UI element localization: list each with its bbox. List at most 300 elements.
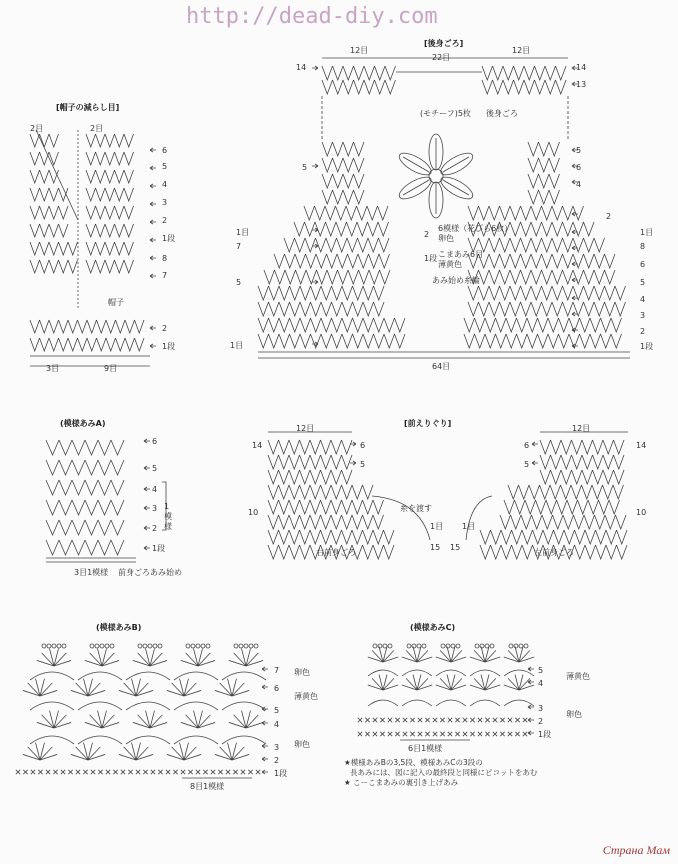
chain-v-stitch bbox=[354, 158, 365, 172]
chain-v-stitch bbox=[300, 515, 311, 529]
picot bbox=[100, 644, 104, 648]
back-right-row: 3 bbox=[640, 311, 646, 320]
chain-v-stitch bbox=[300, 530, 311, 544]
chain-v-stitch bbox=[354, 190, 365, 204]
chain-v-stitch bbox=[538, 318, 549, 332]
chain-v-stitch bbox=[49, 170, 59, 183]
back-top-count-right: 12目 bbox=[512, 46, 531, 55]
chain-v-stitch bbox=[479, 270, 490, 284]
picot bbox=[441, 644, 445, 648]
chain-v-stitch bbox=[395, 318, 406, 332]
chain-v-stitch bbox=[354, 142, 365, 156]
chain-v-stitch bbox=[603, 485, 614, 499]
row-arrow bbox=[150, 166, 156, 170]
chain-arch bbox=[402, 700, 432, 706]
picot bbox=[417, 644, 421, 648]
chain-v-stitch bbox=[321, 485, 332, 499]
chain-v-stitch bbox=[549, 190, 560, 204]
single-crochet-x bbox=[395, 718, 399, 722]
legend-line-5: あみ始め糸輪 bbox=[432, 276, 480, 285]
hat-band-row: 2 bbox=[162, 324, 168, 333]
chain-v-stitch bbox=[300, 440, 311, 454]
single-crochet-x bbox=[455, 718, 459, 722]
row-arrow bbox=[144, 487, 150, 491]
picot bbox=[158, 644, 162, 648]
chain-v-stitch bbox=[342, 318, 353, 332]
chain-v-stitch bbox=[532, 515, 543, 529]
row-arrow bbox=[150, 220, 156, 224]
front-right-row: 14 bbox=[636, 441, 647, 450]
chain-v-stitch bbox=[603, 455, 614, 469]
picot bbox=[475, 644, 479, 648]
single-crochet-x bbox=[515, 718, 519, 722]
front-right-row: 6 bbox=[524, 441, 530, 450]
chain-v-stitch bbox=[563, 270, 574, 284]
chain-v-stitch bbox=[489, 238, 500, 252]
chain-v-stitch bbox=[125, 338, 135, 351]
pattern-b-row: 5 bbox=[274, 706, 280, 715]
chain-v-stitch bbox=[601, 334, 612, 348]
chain-v-stitch bbox=[501, 545, 512, 559]
chain-v-stitch bbox=[336, 222, 347, 236]
chain-v-stitch bbox=[368, 222, 379, 236]
chain-v-stitch bbox=[86, 224, 96, 237]
single-crochet-x bbox=[403, 732, 407, 736]
chain-v-stitch bbox=[124, 224, 134, 237]
chain-v-stitch bbox=[124, 170, 134, 183]
pattern-b-row: 6 bbox=[274, 684, 280, 693]
picot bbox=[407, 644, 411, 648]
single-crochet-x bbox=[203, 770, 207, 774]
chain-v-stitch bbox=[115, 260, 125, 273]
chain-v-stitch bbox=[545, 80, 556, 94]
single-crochet-x bbox=[395, 732, 399, 736]
chain-v-stitch bbox=[342, 485, 353, 499]
chain-v-stitch bbox=[503, 80, 514, 94]
hat-title: [帽子の減らし目] bbox=[56, 103, 120, 112]
chain-v-stitch bbox=[475, 318, 486, 332]
chain-v-stitch bbox=[347, 238, 358, 252]
back-left-row: 1目 bbox=[236, 228, 250, 237]
front-neck-chart bbox=[268, 432, 628, 559]
chain-v-stitch bbox=[501, 530, 512, 544]
pattern-a-row: 1段 bbox=[152, 544, 166, 553]
chain-v-stitch bbox=[332, 286, 343, 300]
chain-v-stitch bbox=[512, 545, 523, 559]
chain-v-stitch bbox=[49, 134, 59, 147]
chain-v-stitch bbox=[59, 224, 69, 237]
chain-v-stitch bbox=[580, 334, 591, 348]
single-crochet-x bbox=[256, 770, 260, 774]
picot bbox=[62, 644, 66, 648]
chain-v-stitch bbox=[374, 286, 385, 300]
row-arrow bbox=[312, 164, 318, 168]
chain-v-stitch bbox=[563, 515, 574, 529]
chain-v-stitch bbox=[482, 80, 493, 94]
hat-row: 2 bbox=[162, 216, 168, 225]
chain-v-stitch bbox=[310, 455, 321, 469]
chain-v-stitch bbox=[384, 334, 395, 348]
chain-v-stitch bbox=[596, 530, 607, 544]
hat-row: 5 bbox=[162, 162, 168, 171]
chain-v-stitch bbox=[59, 188, 69, 201]
chain-v-stitch bbox=[342, 286, 353, 300]
chain-v-stitch bbox=[59, 206, 69, 219]
pattern-c-bottom: 6目1模様 bbox=[408, 744, 443, 753]
single-crochet-x bbox=[470, 732, 474, 736]
chain-v-stitch bbox=[475, 334, 486, 348]
chain-v-stitch bbox=[611, 334, 622, 348]
chain-v-stitch bbox=[96, 170, 106, 183]
flower-motif bbox=[396, 134, 476, 218]
chain-v-stitch bbox=[540, 440, 551, 454]
chain-v-stitch bbox=[528, 158, 539, 172]
chain-v-stitch bbox=[533, 530, 544, 544]
chain-arch bbox=[222, 702, 266, 710]
chain-v-stitch bbox=[552, 254, 563, 268]
single-crochet-x bbox=[493, 732, 497, 736]
chain-v-stitch bbox=[124, 134, 134, 147]
chain-v-stitch bbox=[595, 515, 606, 529]
single-crochet-x bbox=[403, 718, 407, 722]
row-arrow bbox=[262, 721, 268, 725]
chain-v-stitch bbox=[596, 545, 607, 559]
row-arrow bbox=[144, 439, 150, 443]
chain-v-stitch bbox=[268, 485, 279, 499]
chain-v-stitch bbox=[268, 440, 279, 454]
chain-v-stitch bbox=[594, 286, 605, 300]
chain-v-stitch bbox=[30, 206, 40, 219]
chain-v-stitch bbox=[540, 455, 551, 469]
chain-v-stitch bbox=[363, 500, 374, 514]
chain-v-stitch bbox=[521, 302, 532, 316]
single-crochet-x bbox=[373, 732, 377, 736]
chain-v-stitch bbox=[578, 500, 589, 514]
chain-v-stitch bbox=[593, 470, 604, 484]
chain-v-stitch bbox=[585, 530, 596, 544]
chain-v-stitch bbox=[367, 206, 378, 220]
chain-v-stitch bbox=[300, 302, 311, 316]
chain-v-stitch bbox=[30, 170, 40, 183]
chain-v-stitch bbox=[268, 530, 279, 544]
chain-arch bbox=[470, 670, 500, 676]
single-crochet-x bbox=[358, 718, 362, 722]
chain-v-stitch bbox=[539, 158, 550, 172]
chain-v-stitch bbox=[327, 254, 338, 268]
chain-v-stitch bbox=[549, 174, 560, 188]
picot bbox=[186, 644, 190, 648]
picot bbox=[206, 644, 210, 648]
chain-v-stitch bbox=[496, 318, 507, 332]
chain-v-stitch bbox=[96, 224, 106, 237]
pattern-a-bottom-note: 前身ごろあみ始め bbox=[118, 568, 182, 577]
chain-v-stitch bbox=[363, 318, 374, 332]
chain-v-stitch bbox=[40, 206, 50, 219]
chain-v-stitch bbox=[521, 238, 532, 252]
single-crochet-x bbox=[433, 732, 437, 736]
row-arrow bbox=[262, 744, 268, 748]
chain-v-stitch bbox=[611, 318, 622, 332]
single-crochet-x bbox=[68, 770, 72, 774]
chain-v-stitch bbox=[584, 254, 595, 268]
chain-v-stitch bbox=[59, 500, 72, 515]
chain-v-stitch bbox=[357, 206, 368, 220]
chain-v-stitch bbox=[321, 455, 332, 469]
pattern-c-row: 2 bbox=[538, 717, 544, 726]
chain-v-stitch bbox=[49, 152, 59, 165]
single-crochet-x bbox=[196, 770, 200, 774]
chain-v-stitch bbox=[338, 270, 349, 284]
chain-v-stitch bbox=[496, 334, 507, 348]
chain-v-stitch bbox=[528, 174, 539, 188]
chain-v-stitch bbox=[124, 188, 134, 201]
chain-v-stitch bbox=[49, 260, 59, 273]
chain-v-stitch bbox=[96, 260, 106, 273]
hat-row: 7 bbox=[162, 271, 168, 280]
chain-v-stitch bbox=[540, 470, 551, 484]
chain-v-stitch bbox=[524, 80, 535, 94]
chain-v-stitch bbox=[279, 286, 290, 300]
chain-v-stitch bbox=[72, 500, 85, 515]
chain-v-stitch bbox=[375, 66, 386, 80]
chain-v-stitch bbox=[284, 238, 295, 252]
front-cut-label: 糸を渡す bbox=[400, 504, 432, 513]
chain-v-stitch bbox=[111, 460, 124, 475]
picot bbox=[201, 644, 205, 648]
single-crochet-x bbox=[166, 770, 170, 774]
single-crochet-x bbox=[485, 718, 489, 722]
chain-v-stitch bbox=[548, 334, 559, 348]
chain-v-stitch bbox=[279, 318, 290, 332]
chain-v-stitch bbox=[105, 206, 115, 219]
chain-v-stitch bbox=[332, 318, 343, 332]
chain-v-stitch bbox=[337, 238, 348, 252]
chain-v-stitch bbox=[321, 470, 332, 484]
chain-v-stitch bbox=[363, 302, 374, 316]
chain-v-stitch bbox=[289, 485, 300, 499]
chain-v-stitch bbox=[325, 206, 336, 220]
chain-v-stitch bbox=[605, 515, 616, 529]
front-left-row: 6 bbox=[360, 441, 366, 450]
chain-v-stitch bbox=[552, 206, 563, 220]
chain-v-stitch bbox=[531, 206, 542, 220]
chain-arch bbox=[470, 700, 500, 706]
back-right-row: 4 bbox=[640, 295, 646, 304]
chain-arch bbox=[126, 702, 170, 710]
chain-v-stitch bbox=[96, 242, 106, 255]
chain-v-stitch bbox=[279, 545, 290, 559]
chain-v-stitch bbox=[510, 238, 521, 252]
chain-v-stitch bbox=[493, 66, 504, 80]
chain-v-stitch bbox=[72, 540, 85, 555]
chain-v-stitch bbox=[98, 520, 111, 535]
back-right-row: 2 bbox=[640, 327, 646, 336]
chain-v-stitch bbox=[542, 238, 553, 252]
single-crochet-x bbox=[380, 718, 384, 722]
row-arrow bbox=[312, 66, 318, 70]
single-crochet-x bbox=[38, 770, 42, 774]
front-left-top: 12目 bbox=[296, 424, 315, 433]
chain-v-stitch bbox=[46, 500, 59, 515]
single-crochet-x bbox=[455, 732, 459, 736]
chain-arch bbox=[126, 672, 170, 680]
chain-v-stitch bbox=[468, 206, 479, 220]
single-crochet-x bbox=[523, 732, 527, 736]
chain-v-stitch bbox=[289, 545, 300, 559]
chain-v-stitch bbox=[540, 485, 551, 499]
single-crochet-x bbox=[418, 718, 422, 722]
picot bbox=[42, 644, 46, 648]
picot bbox=[138, 644, 142, 648]
chain-v-stitch bbox=[489, 270, 500, 284]
back-right-row: 13 bbox=[576, 80, 587, 89]
chain-v-stitch bbox=[521, 515, 532, 529]
chain-v-stitch bbox=[72, 460, 85, 475]
chain-v-stitch bbox=[296, 270, 307, 284]
single-crochet-x bbox=[388, 732, 392, 736]
chain-v-stitch bbox=[86, 206, 96, 219]
chain-v-stitch bbox=[342, 334, 353, 348]
chain-v-stitch bbox=[40, 224, 50, 237]
chain-v-stitch bbox=[524, 66, 535, 80]
legend-line-1: 6模様（花びら6枚） bbox=[438, 224, 513, 233]
chain-v-stitch bbox=[30, 260, 40, 273]
single-crochet-x bbox=[16, 770, 20, 774]
chain-v-stitch bbox=[395, 334, 406, 348]
single-crochet-x bbox=[365, 718, 369, 722]
front-right-row: 1目 bbox=[462, 522, 476, 531]
chain-v-stitch bbox=[521, 206, 532, 220]
picot bbox=[143, 644, 147, 648]
chain-v-stitch bbox=[528, 142, 539, 156]
chain-v-stitch bbox=[115, 224, 125, 237]
chain-v-stitch bbox=[105, 260, 115, 273]
chain-v-stitch bbox=[375, 80, 386, 94]
chain-v-stitch bbox=[49, 206, 59, 219]
chain-v-stitch bbox=[49, 338, 59, 351]
chain-v-stitch bbox=[545, 66, 556, 80]
single-crochet-x bbox=[470, 718, 474, 722]
chain-v-stitch bbox=[46, 480, 59, 495]
chain-v-stitch bbox=[333, 66, 344, 80]
chain-v-stitch bbox=[517, 334, 528, 348]
chain-v-stitch bbox=[310, 515, 321, 529]
hat-bottom-count: 9目 bbox=[104, 364, 118, 373]
single-crochet-x bbox=[463, 732, 467, 736]
back-right-row: 1目 bbox=[640, 228, 654, 237]
chain-v-stitch bbox=[542, 222, 553, 236]
chain-v-stitch bbox=[584, 222, 595, 236]
chain-v-stitch bbox=[300, 500, 311, 514]
chain-v-stitch bbox=[522, 530, 533, 544]
picot bbox=[412, 644, 416, 648]
back-right-row: 6 bbox=[576, 163, 582, 172]
motif-label: (モチーフ)5枚 bbox=[420, 109, 471, 118]
chain-v-stitch bbox=[552, 222, 563, 236]
chain-v-stitch bbox=[479, 302, 490, 316]
chain-v-stitch bbox=[379, 238, 390, 252]
chain-v-stitch bbox=[279, 302, 290, 316]
chain-v-stitch bbox=[482, 66, 493, 80]
hat-right-top: 2目 bbox=[90, 124, 104, 133]
chain-v-stitch bbox=[572, 455, 583, 469]
chain-v-stitch bbox=[115, 188, 125, 201]
picot bbox=[90, 644, 94, 648]
chain-v-stitch bbox=[546, 500, 557, 514]
chain-v-stitch bbox=[594, 238, 605, 252]
chain-v-stitch bbox=[124, 260, 134, 273]
pattern-c-color: 薄黄色 bbox=[566, 672, 590, 681]
chain-v-stitch bbox=[332, 302, 343, 316]
chain-v-stitch bbox=[512, 530, 523, 544]
hat-row: 4 bbox=[162, 180, 168, 189]
chain-v-stitch bbox=[300, 318, 311, 332]
chain-arch bbox=[222, 736, 266, 744]
chain-arch bbox=[368, 670, 398, 676]
chain-v-stitch bbox=[585, 545, 596, 559]
chain-v-stitch bbox=[111, 500, 124, 515]
chain-v-stitch bbox=[333, 142, 344, 156]
chain-v-stitch bbox=[96, 206, 106, 219]
chain-v-stitch bbox=[571, 485, 582, 499]
picot bbox=[509, 644, 513, 648]
row-arrow bbox=[572, 212, 578, 216]
chain-v-stitch bbox=[354, 174, 365, 188]
picot bbox=[95, 644, 99, 648]
front-left-row: 5 bbox=[360, 460, 366, 469]
pattern-c-title: (模様あみC) bbox=[410, 623, 456, 632]
chain-v-stitch bbox=[353, 318, 364, 332]
chain-v-stitch bbox=[111, 520, 124, 535]
picot bbox=[373, 644, 377, 648]
chain-v-stitch bbox=[30, 338, 40, 351]
chain-v-stitch bbox=[331, 500, 342, 514]
chain-arch bbox=[78, 672, 122, 680]
chain-v-stitch bbox=[342, 470, 353, 484]
chain-v-stitch bbox=[561, 455, 572, 469]
chain-v-stitch bbox=[86, 260, 96, 273]
pattern-c-row: 5 bbox=[538, 666, 544, 675]
chain-v-stitch bbox=[72, 480, 85, 495]
single-crochet-x bbox=[31, 770, 35, 774]
back-right-row: 6 bbox=[640, 260, 646, 269]
single-crochet-x bbox=[91, 770, 95, 774]
row-arrow bbox=[532, 442, 538, 446]
chain-v-stitch bbox=[603, 440, 614, 454]
chain-v-stitch bbox=[289, 530, 300, 544]
chain-v-stitch bbox=[46, 540, 59, 555]
chain-v-stitch bbox=[479, 206, 490, 220]
chain-v-stitch bbox=[85, 520, 98, 535]
single-crochet-x bbox=[463, 718, 467, 722]
chain-v-stitch bbox=[321, 515, 332, 529]
chain-v-stitch bbox=[279, 530, 290, 544]
picot bbox=[514, 644, 518, 648]
pattern-b-row: 2 bbox=[274, 756, 280, 765]
chain-v-stitch bbox=[321, 440, 332, 454]
front-left-name: 右前身ごろ bbox=[316, 548, 356, 557]
chain-v-stitch bbox=[500, 302, 511, 316]
front-right-row: 5 bbox=[524, 460, 530, 469]
pattern-a-row: 6 bbox=[152, 437, 158, 446]
chain-v-stitch bbox=[575, 530, 586, 544]
chain-v-stitch bbox=[556, 80, 567, 94]
chain-v-stitch bbox=[279, 440, 290, 454]
chain-v-stitch bbox=[468, 302, 479, 316]
pattern-a-row: 3 bbox=[152, 504, 158, 513]
row-arrow bbox=[532, 461, 538, 465]
chain-v-stitch bbox=[98, 460, 111, 475]
